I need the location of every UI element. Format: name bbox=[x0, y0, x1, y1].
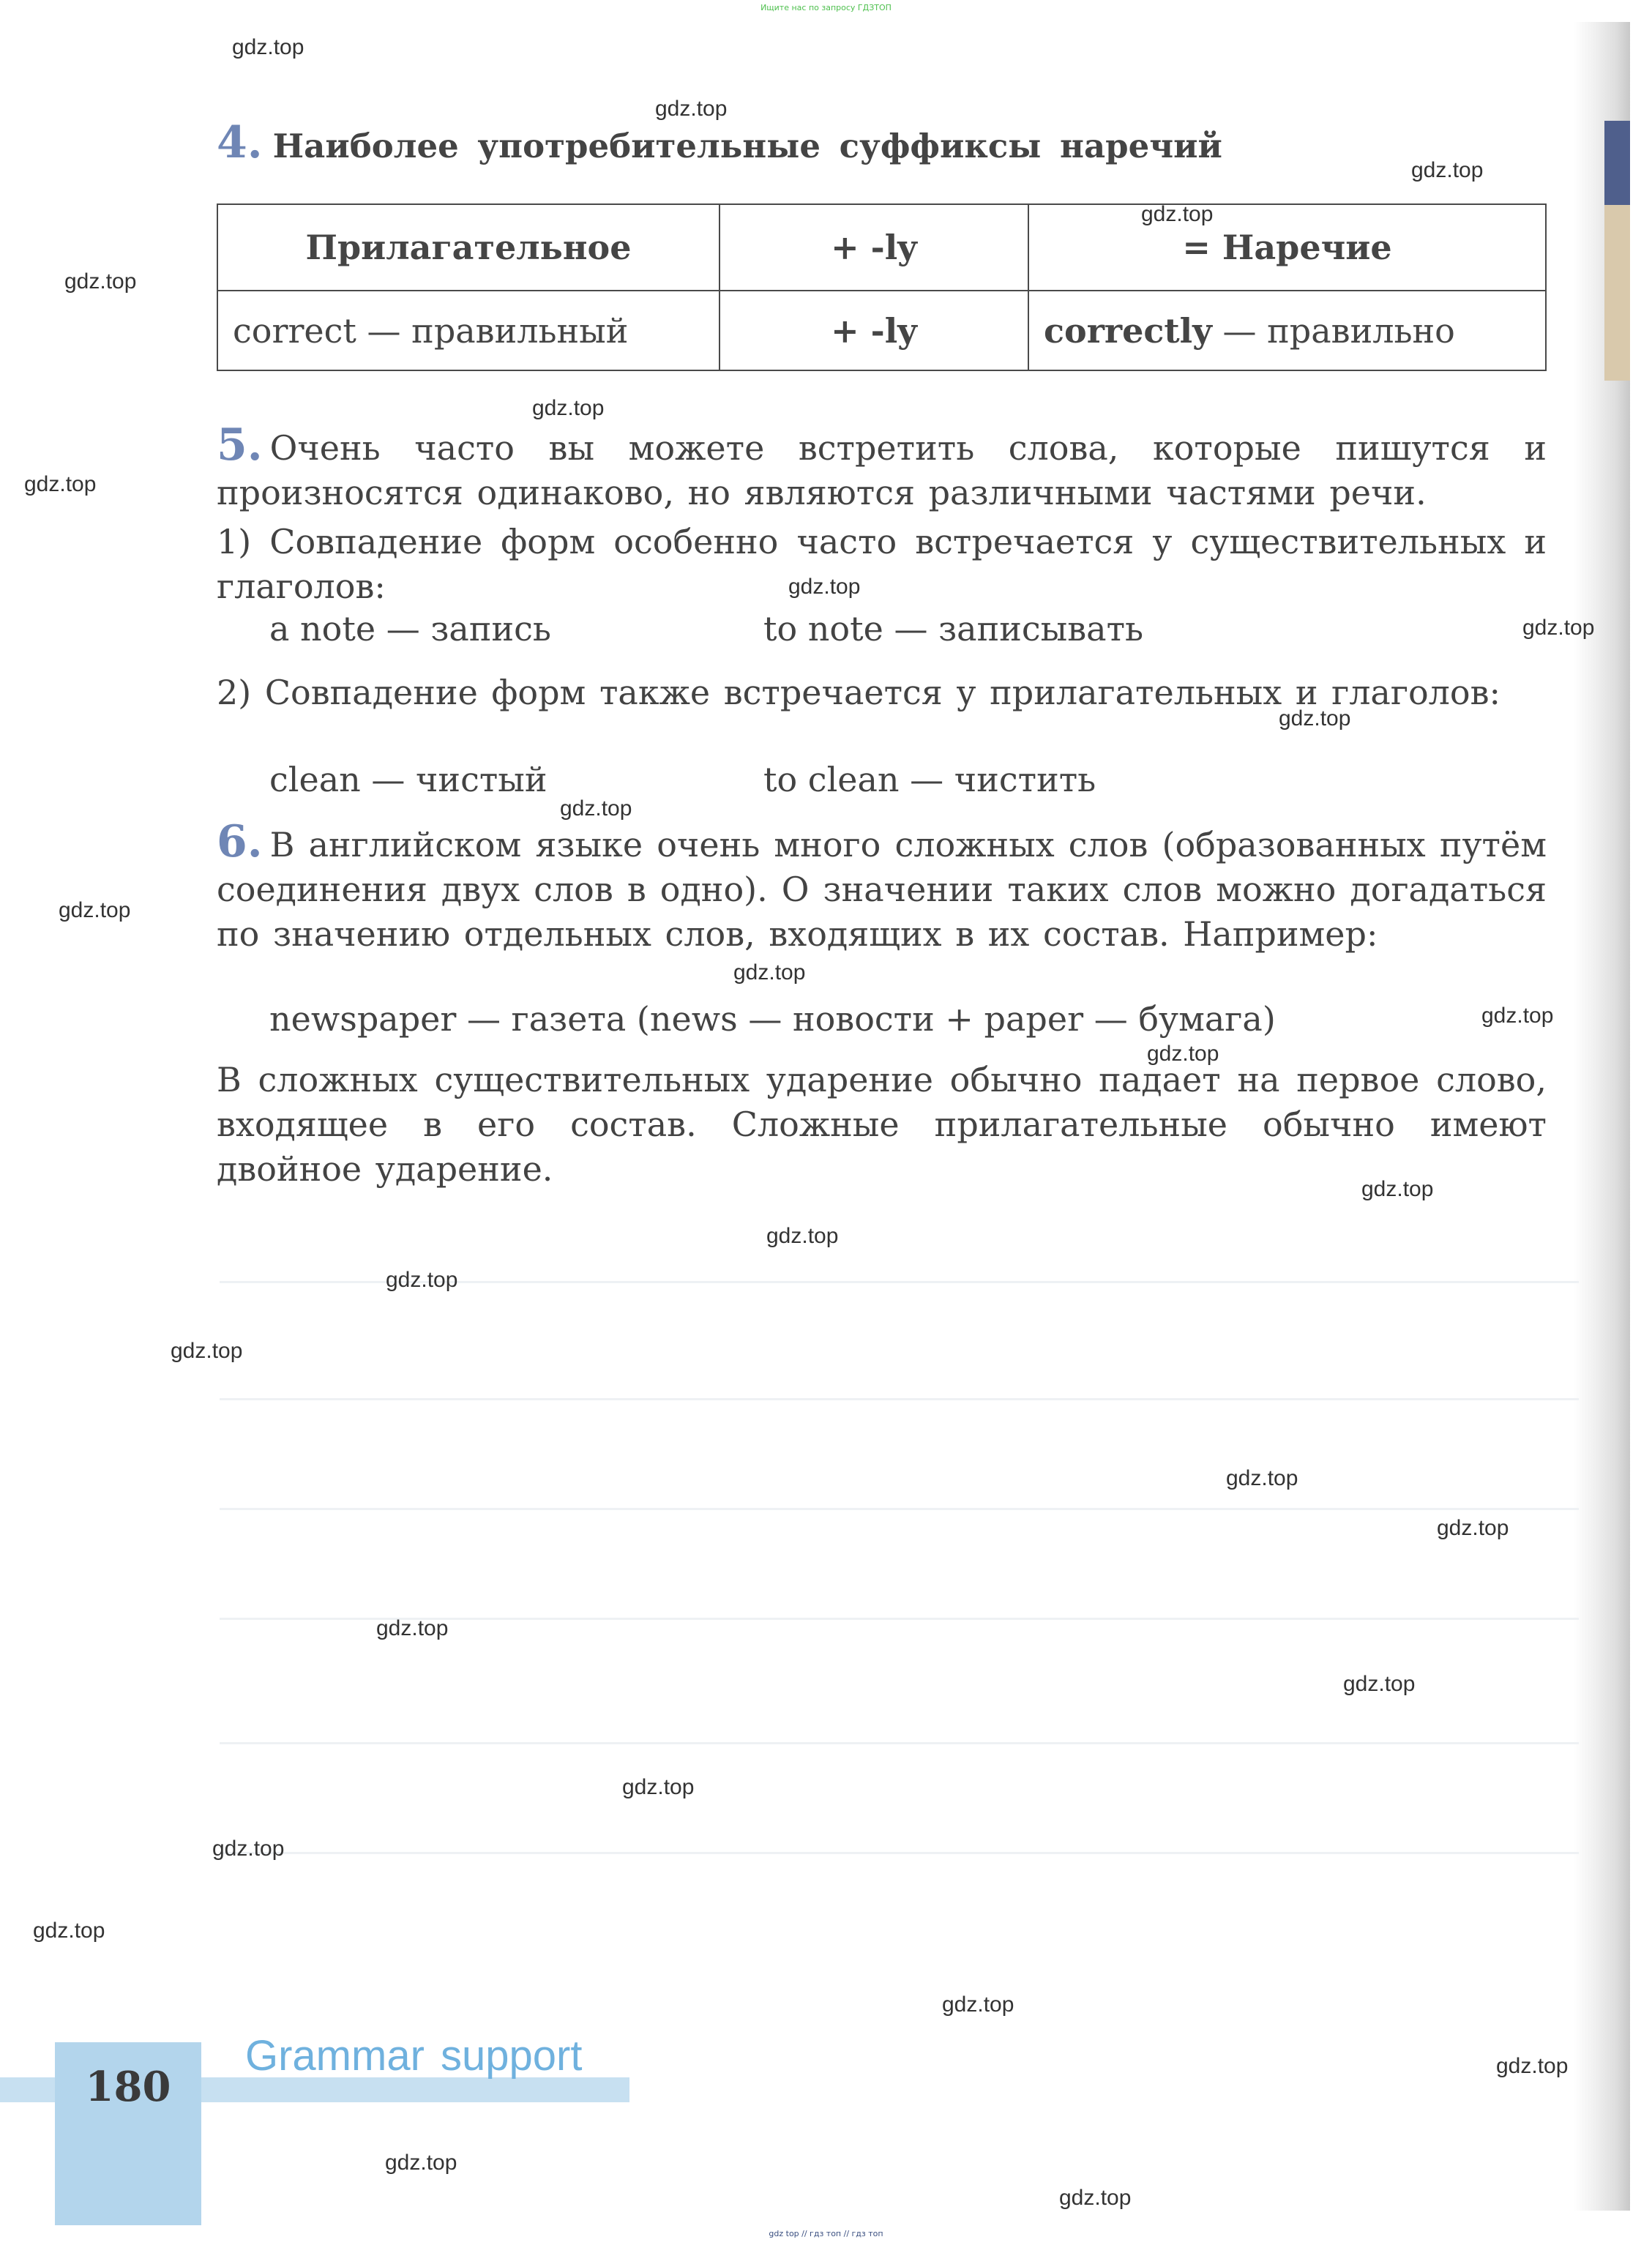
watermark: gdz.top bbox=[560, 796, 632, 821]
watermark: gdz.top bbox=[1522, 616, 1595, 640]
adverb-stem: correctly bbox=[1044, 310, 1212, 351]
cell-suffix: + -ly bbox=[720, 291, 1028, 370]
watermark: gdz.top bbox=[1496, 2054, 1569, 2078]
section-5-intro-text: Очень часто вы можете встретить слова, которые пишутся и произносятся одинаково, но являются различными частями речи. bbox=[217, 428, 1547, 512]
watermark: gdz.top bbox=[385, 2151, 457, 2175]
suffix-table-row bbox=[217, 291, 1546, 370]
adjective-word: correct bbox=[233, 310, 356, 351]
section-6-number: 6. bbox=[217, 816, 263, 867]
example-clean-verb: to clean — чистить bbox=[763, 760, 1096, 799]
adverb-separator: — bbox=[1211, 310, 1268, 351]
example-note-noun: a note — запись bbox=[269, 609, 551, 649]
watermark: gdz.top bbox=[232, 35, 304, 59]
section-6-intro bbox=[217, 816, 1547, 957]
watermark: gdz.top bbox=[212, 1837, 285, 1861]
section-5-intro bbox=[217, 419, 1547, 515]
header-suffix: + -ly bbox=[720, 204, 1028, 291]
watermark: gdz.top bbox=[622, 1775, 695, 1799]
header-adverb: = Наречие bbox=[1028, 204, 1546, 291]
section-4-number: 4. bbox=[217, 117, 263, 168]
top-notice: Ищите нас по запросу ГДЗТОП bbox=[760, 3, 892, 12]
watermark: gdz.top bbox=[1141, 202, 1214, 226]
watermark: gdz.top bbox=[64, 269, 137, 294]
bleed-through-line bbox=[220, 1852, 1579, 1854]
watermark: gdz.top bbox=[1361, 1177, 1434, 1201]
watermark: gdz.top bbox=[788, 575, 861, 599]
example-note-verb: to note — записывать bbox=[763, 609, 1144, 649]
adjective-meaning: правильный bbox=[411, 310, 629, 351]
watermark: gdz.top bbox=[1059, 2186, 1132, 2210]
section-6-intro-text: В английском языке очень много сложных слов (образованных путём соединения двух слов в одно). О значении таких слов можно догадаться по значению отдельных слов, входящих в их состав. Например: bbox=[217, 825, 1547, 954]
grammar-support-label: Grammar support bbox=[245, 2032, 583, 2080]
edge-bookmark-beige bbox=[1604, 205, 1630, 381]
watermark: gdz.top bbox=[1437, 1516, 1509, 1540]
watermark: gdz.top bbox=[733, 960, 806, 985]
watermark: gdz.top bbox=[24, 472, 97, 496]
bleed-through-line bbox=[220, 1742, 1579, 1744]
section-5-point-2: 2) Совпадение форм также встречается у прилагательных и глаголов: bbox=[217, 673, 1500, 712]
watermark: gdz.top bbox=[1279, 706, 1351, 731]
watermark: gdz.top bbox=[1481, 1004, 1554, 1028]
edge-bookmark-blue bbox=[1604, 121, 1630, 205]
watermark: gdz.top bbox=[59, 898, 131, 922]
adjective-separator: — bbox=[356, 310, 412, 351]
bottom-notice: gdz top // гдз топ // гдз топ bbox=[769, 2229, 883, 2238]
watermark: gdz.top bbox=[766, 1224, 839, 1248]
section-4-title: Наиболее употребительные суффиксы наречий bbox=[272, 127, 1222, 165]
bleed-through-line bbox=[220, 1508, 1579, 1510]
watermark: gdz.top bbox=[33, 1919, 105, 1943]
watermark: gdz.top bbox=[942, 1992, 1014, 2017]
cell-adjective bbox=[217, 291, 720, 370]
example-newspaper: newspaper — газета (news — новости + paper — бумага) bbox=[269, 999, 1276, 1039]
example-clean-adjective: clean — чистый bbox=[269, 760, 547, 799]
section-5-number: 5. bbox=[217, 419, 263, 471]
watermark: gdz.top bbox=[655, 97, 728, 121]
header-adjective: Прилагательное bbox=[217, 204, 720, 291]
watermark: gdz.top bbox=[532, 396, 605, 420]
page-number: 180 bbox=[85, 2063, 171, 2111]
adverb-meaning: правильно bbox=[1267, 310, 1455, 351]
watermark: gdz.top bbox=[1147, 1042, 1219, 1066]
bleed-through-line bbox=[220, 1398, 1579, 1400]
suffix-table-header-row bbox=[217, 204, 1546, 291]
watermark: gdz.top bbox=[171, 1339, 243, 1363]
suffix-table bbox=[217, 203, 1547, 371]
section-6-stress-note: В сложных существительных ударение обычно падает на первое слово, входящее в его состав. Сложные прилагательные обычно имеют двойное ударение. bbox=[217, 1060, 1547, 1189]
cell-adverb bbox=[1028, 291, 1546, 370]
watermark: gdz.top bbox=[1411, 158, 1484, 182]
watermark: gdz.top bbox=[386, 1268, 458, 1292]
watermark: gdz.top bbox=[1343, 1672, 1416, 1696]
section-5-point-1: 1) Совпадение форм особенно часто встречается у существительных и глаголов: bbox=[217, 522, 1547, 606]
section-4-heading bbox=[217, 117, 1222, 168]
watermark: gdz.top bbox=[376, 1616, 449, 1640]
watermark: gdz.top bbox=[1226, 1466, 1298, 1490]
